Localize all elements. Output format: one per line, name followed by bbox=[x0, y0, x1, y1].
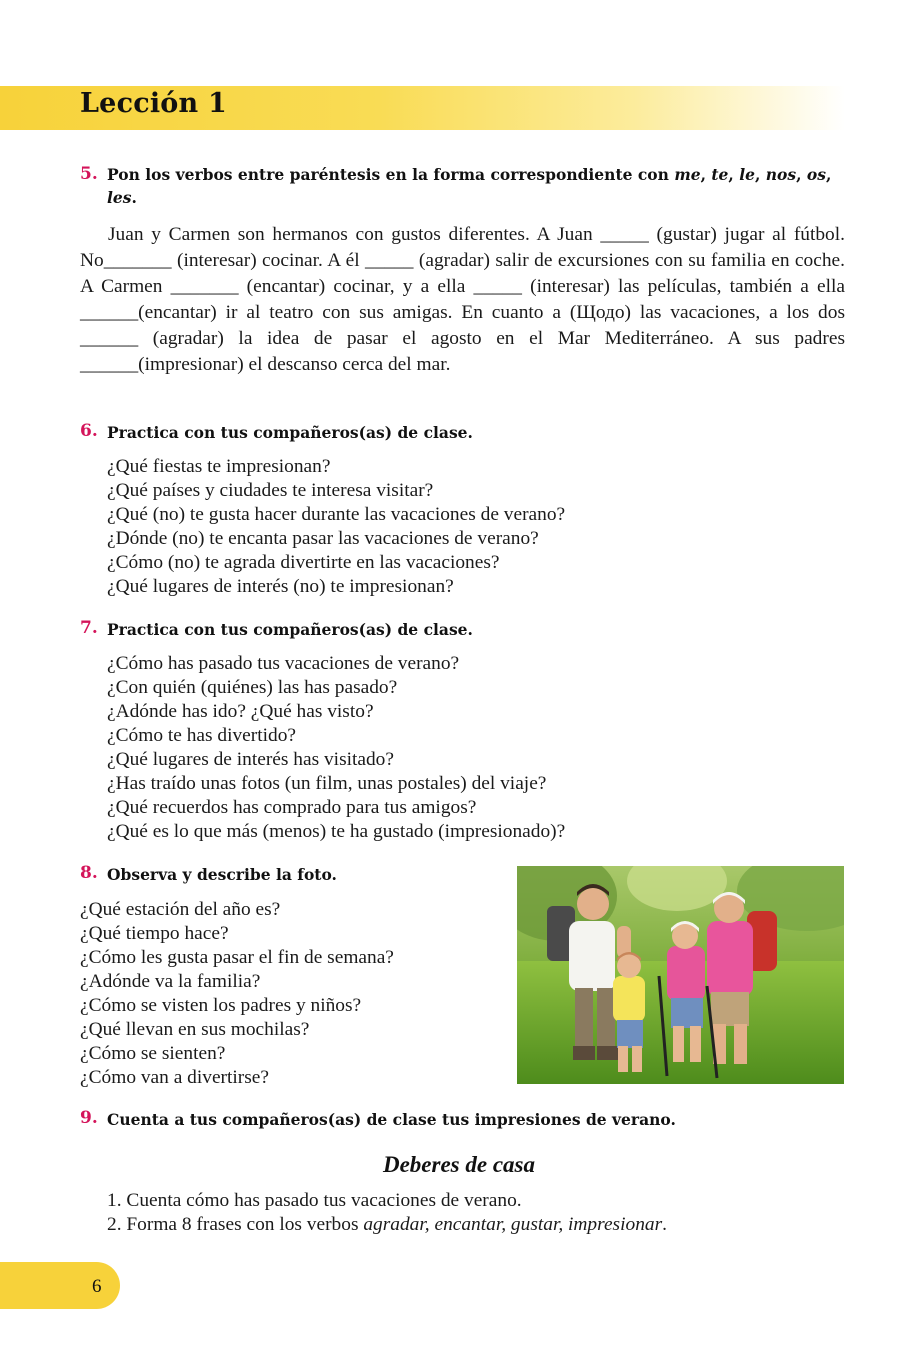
question-item: ¿Qué lugares de interés (no) te impresionan? bbox=[107, 576, 454, 597]
exercise-5-number: 5. bbox=[80, 164, 98, 184]
homework-list bbox=[107, 1189, 667, 1237]
question-item: ¿Qué países y ciudades te interesa visitar? bbox=[107, 480, 434, 501]
homework-item-2-suffix: . bbox=[662, 1214, 667, 1235]
exercise-6-questions bbox=[107, 455, 565, 599]
exercise-8-number: 8. bbox=[80, 863, 98, 883]
pronoun-os: os bbox=[806, 165, 826, 184]
exercise-9-instruction: Cuenta a tus compañeros(as) de clase tus impresiones de verano. bbox=[107, 1110, 676, 1129]
question-item: ¿Adónde has ido? ¿Qué has visto? bbox=[107, 701, 374, 722]
family-hiking-photo bbox=[517, 866, 844, 1084]
question-item: ¿Cómo te has divertido? bbox=[107, 725, 297, 746]
instruction-text: Pon los verbos entre paréntesis en la forma correspondiente con bbox=[107, 165, 675, 184]
question-item: ¿Cómo van a divertirse? bbox=[80, 1067, 269, 1088]
exercise-8-questions bbox=[80, 898, 394, 1090]
exercise-7-questions bbox=[107, 652, 565, 844]
question-item: ¿Cómo se visten los padres y niños? bbox=[80, 995, 362, 1016]
exercise-6-number: 6. bbox=[80, 421, 98, 441]
question-item: ¿Qué es lo que más (menos) te ha gustado (impresionado)? bbox=[107, 821, 566, 842]
exercise-5-paragraph: Juan y Carmen son hermanos con gustos diferentes. A Juan _____ (gustar) jugar al fútbol. No_______ (interesar) cocinar. A él _____ (agradar) salir de excursiones con su familia en coche. A Carmen _______ (encantar) cocinar, y a ella _____ (interesar) las películas, también a ella ______(encantar) ir al teatro con sus amigas. En cuanto a (Щодо) las vacaciones, a los dos ______ (agradar) la idea de pasar el agosto en el Mar Mediterráneo. A sus padres ______(impresionar) el descanso cerca del mar. bbox=[80, 224, 845, 375]
exercise-8-instruction: Observa y describe la foto. bbox=[107, 865, 337, 884]
homework-item-1: 1. Cuenta cómo has pasado tus vacaciones de verano. bbox=[107, 1190, 522, 1211]
question-item: ¿Cómo has pasado tus vacaciones de verano? bbox=[107, 653, 460, 674]
pronoun-nos: nos bbox=[765, 165, 797, 184]
pronoun-me: me bbox=[674, 165, 701, 184]
homework-item-2-prefix: 2. Forma 8 frases con los verbos bbox=[107, 1214, 364, 1235]
question-item: ¿Cómo (no) te agrada divertirte en las vacaciones? bbox=[107, 552, 500, 573]
question-item: ¿Adónde va la familia? bbox=[80, 971, 261, 992]
question-item: ¿Dónde (no) te encanta pasar las vacaciones de verano? bbox=[107, 528, 539, 549]
question-item: ¿Qué estación del año es? bbox=[80, 899, 281, 920]
exercise-9-number: 9. bbox=[80, 1108, 98, 1128]
question-item: ¿Qué fiestas te impresionan? bbox=[107, 456, 331, 477]
exercise-7-instruction: Practica con tus compañeros(as) de clase. bbox=[107, 620, 473, 639]
question-item: ¿Con quién (quiénes) las has pasado? bbox=[107, 677, 398, 698]
question-item: ¿Cómo se sienten? bbox=[80, 1043, 226, 1064]
question-item: ¿Qué (no) te gusta hacer durante las vacaciones de verano? bbox=[107, 504, 566, 525]
question-item: ¿Qué tiempo hace? bbox=[80, 923, 229, 944]
exercise-6-instruction: Practica con tus compañeros(as) de clase. bbox=[107, 423, 473, 442]
pronoun-les: les bbox=[107, 188, 132, 207]
exercise-7-number: 7. bbox=[80, 618, 98, 638]
lesson-title: Lección 1 bbox=[80, 88, 227, 119]
page-number-tab bbox=[0, 1262, 120, 1309]
homework-item-2 bbox=[107, 1213, 667, 1237]
pronoun-le: le bbox=[739, 165, 755, 184]
question-item: ¿Has traído unas fotos (un film, unas postales) del viaje? bbox=[107, 773, 547, 794]
question-item: ¿Qué lugares de interés has visitado? bbox=[107, 749, 394, 770]
homework-item-2-verbs: agradar, encantar, gustar, impresionar bbox=[363, 1214, 663, 1235]
exercise-5-instruction: Pon los verbos entre paréntesis en la forma correspondiente con me, te, le, nos, os, les. bbox=[107, 165, 832, 207]
question-item: ¿Qué recuerdos has comprado para tus amigos? bbox=[107, 797, 477, 818]
page-number: 6 bbox=[92, 1276, 102, 1297]
question-item: ¿Qué llevan en sus mochilas? bbox=[80, 1019, 310, 1040]
pronoun-te: te bbox=[711, 165, 729, 184]
homework-title: Deberes de casa bbox=[382, 1152, 535, 1177]
question-item: ¿Cómo les gusta pasar el fin de semana? bbox=[80, 947, 394, 968]
